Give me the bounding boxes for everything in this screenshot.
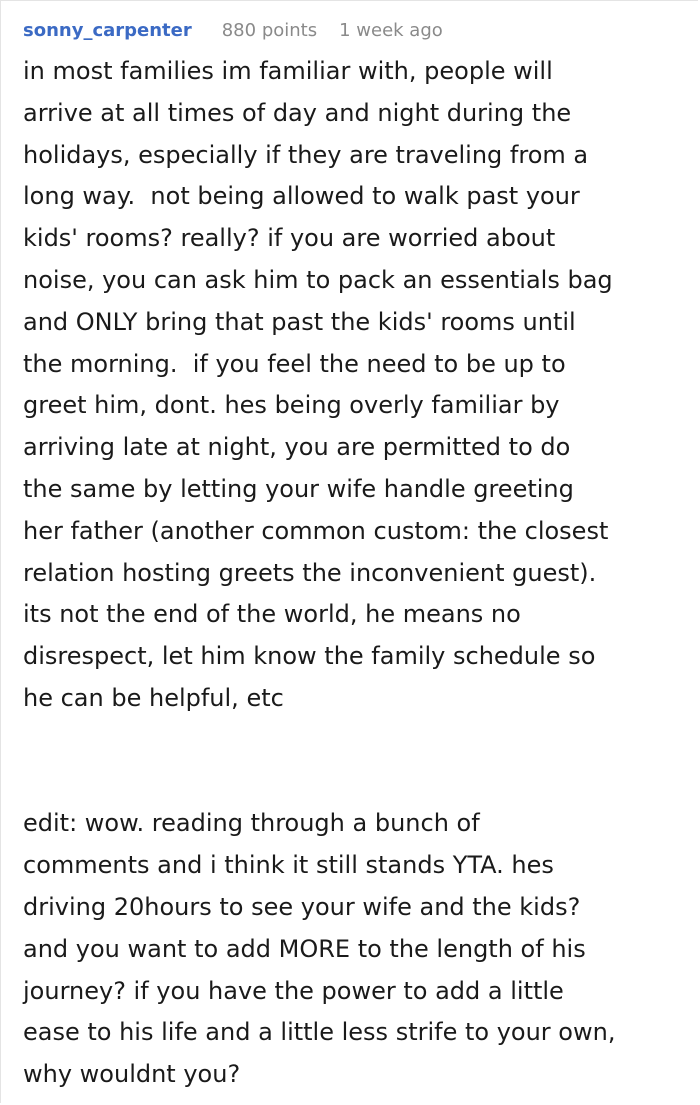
comment-text-line: disrespect, let him know the family schedule so (23, 642, 596, 671)
comment-text-line: comments and i think it still stands YTA. hes (23, 851, 554, 880)
comment-text-line: arrive at all times of day and night during the (23, 98, 572, 127)
comment-text-line: noise, you can ask him to pack an essentials bag (23, 265, 613, 294)
comment-text-line: holidays, especially if they are traveling from a (23, 140, 589, 169)
comment-body (23, 51, 615, 1096)
comment-text-line: and you want to add MORE to the length of his (23, 934, 586, 963)
comment-text-line: its not the end of the world, he means no (23, 600, 521, 629)
comment-text-line: in most families im familiar with, people will (23, 57, 553, 85)
comment-text-line: and ONLY bring that past the kids' rooms until (23, 307, 576, 336)
comment-text-line: her father (another common custom: the closest (23, 516, 609, 545)
comment-header (23, 20, 465, 41)
comment-text-line: why wouldnt you? (23, 1060, 241, 1089)
comment-text-line: relation hosting greets the inconvenient guest). (23, 558, 597, 587)
comment-text-line: edit: wow. reading through a bunch of (23, 809, 480, 838)
comment-text-line: he can be helpful, etc (23, 683, 284, 712)
comment-text-line: driving 20hours to see your wife and the kids? (23, 892, 581, 921)
comment-text-line: ease to his life and a little less strife to your own, (23, 1018, 616, 1047)
comment-text-line: long way. not being allowed to walk past your (23, 182, 580, 211)
comment-text-line: journey? if you have the power to add a little (23, 976, 564, 1005)
comment-text-line: the same by letting your wife handle greeting (23, 474, 574, 503)
comment-text-line: arriving late at night, you are permitted to do (23, 433, 571, 462)
points-count: 880 points (221, 20, 318, 41)
comment-text-line: kids' rooms? really? if you are worried about (23, 224, 556, 253)
username-link[interactable]: sonny_carpenter (23, 20, 192, 41)
timestamp: 1 week ago (339, 20, 443, 41)
comment-text-line (23, 720, 615, 762)
comment-text-line: the morning. if you feel the need to be up to (23, 349, 566, 378)
comment-text-line (23, 762, 615, 804)
comment-text-line: greet him, dont. hes being overly familiar by (23, 391, 560, 420)
